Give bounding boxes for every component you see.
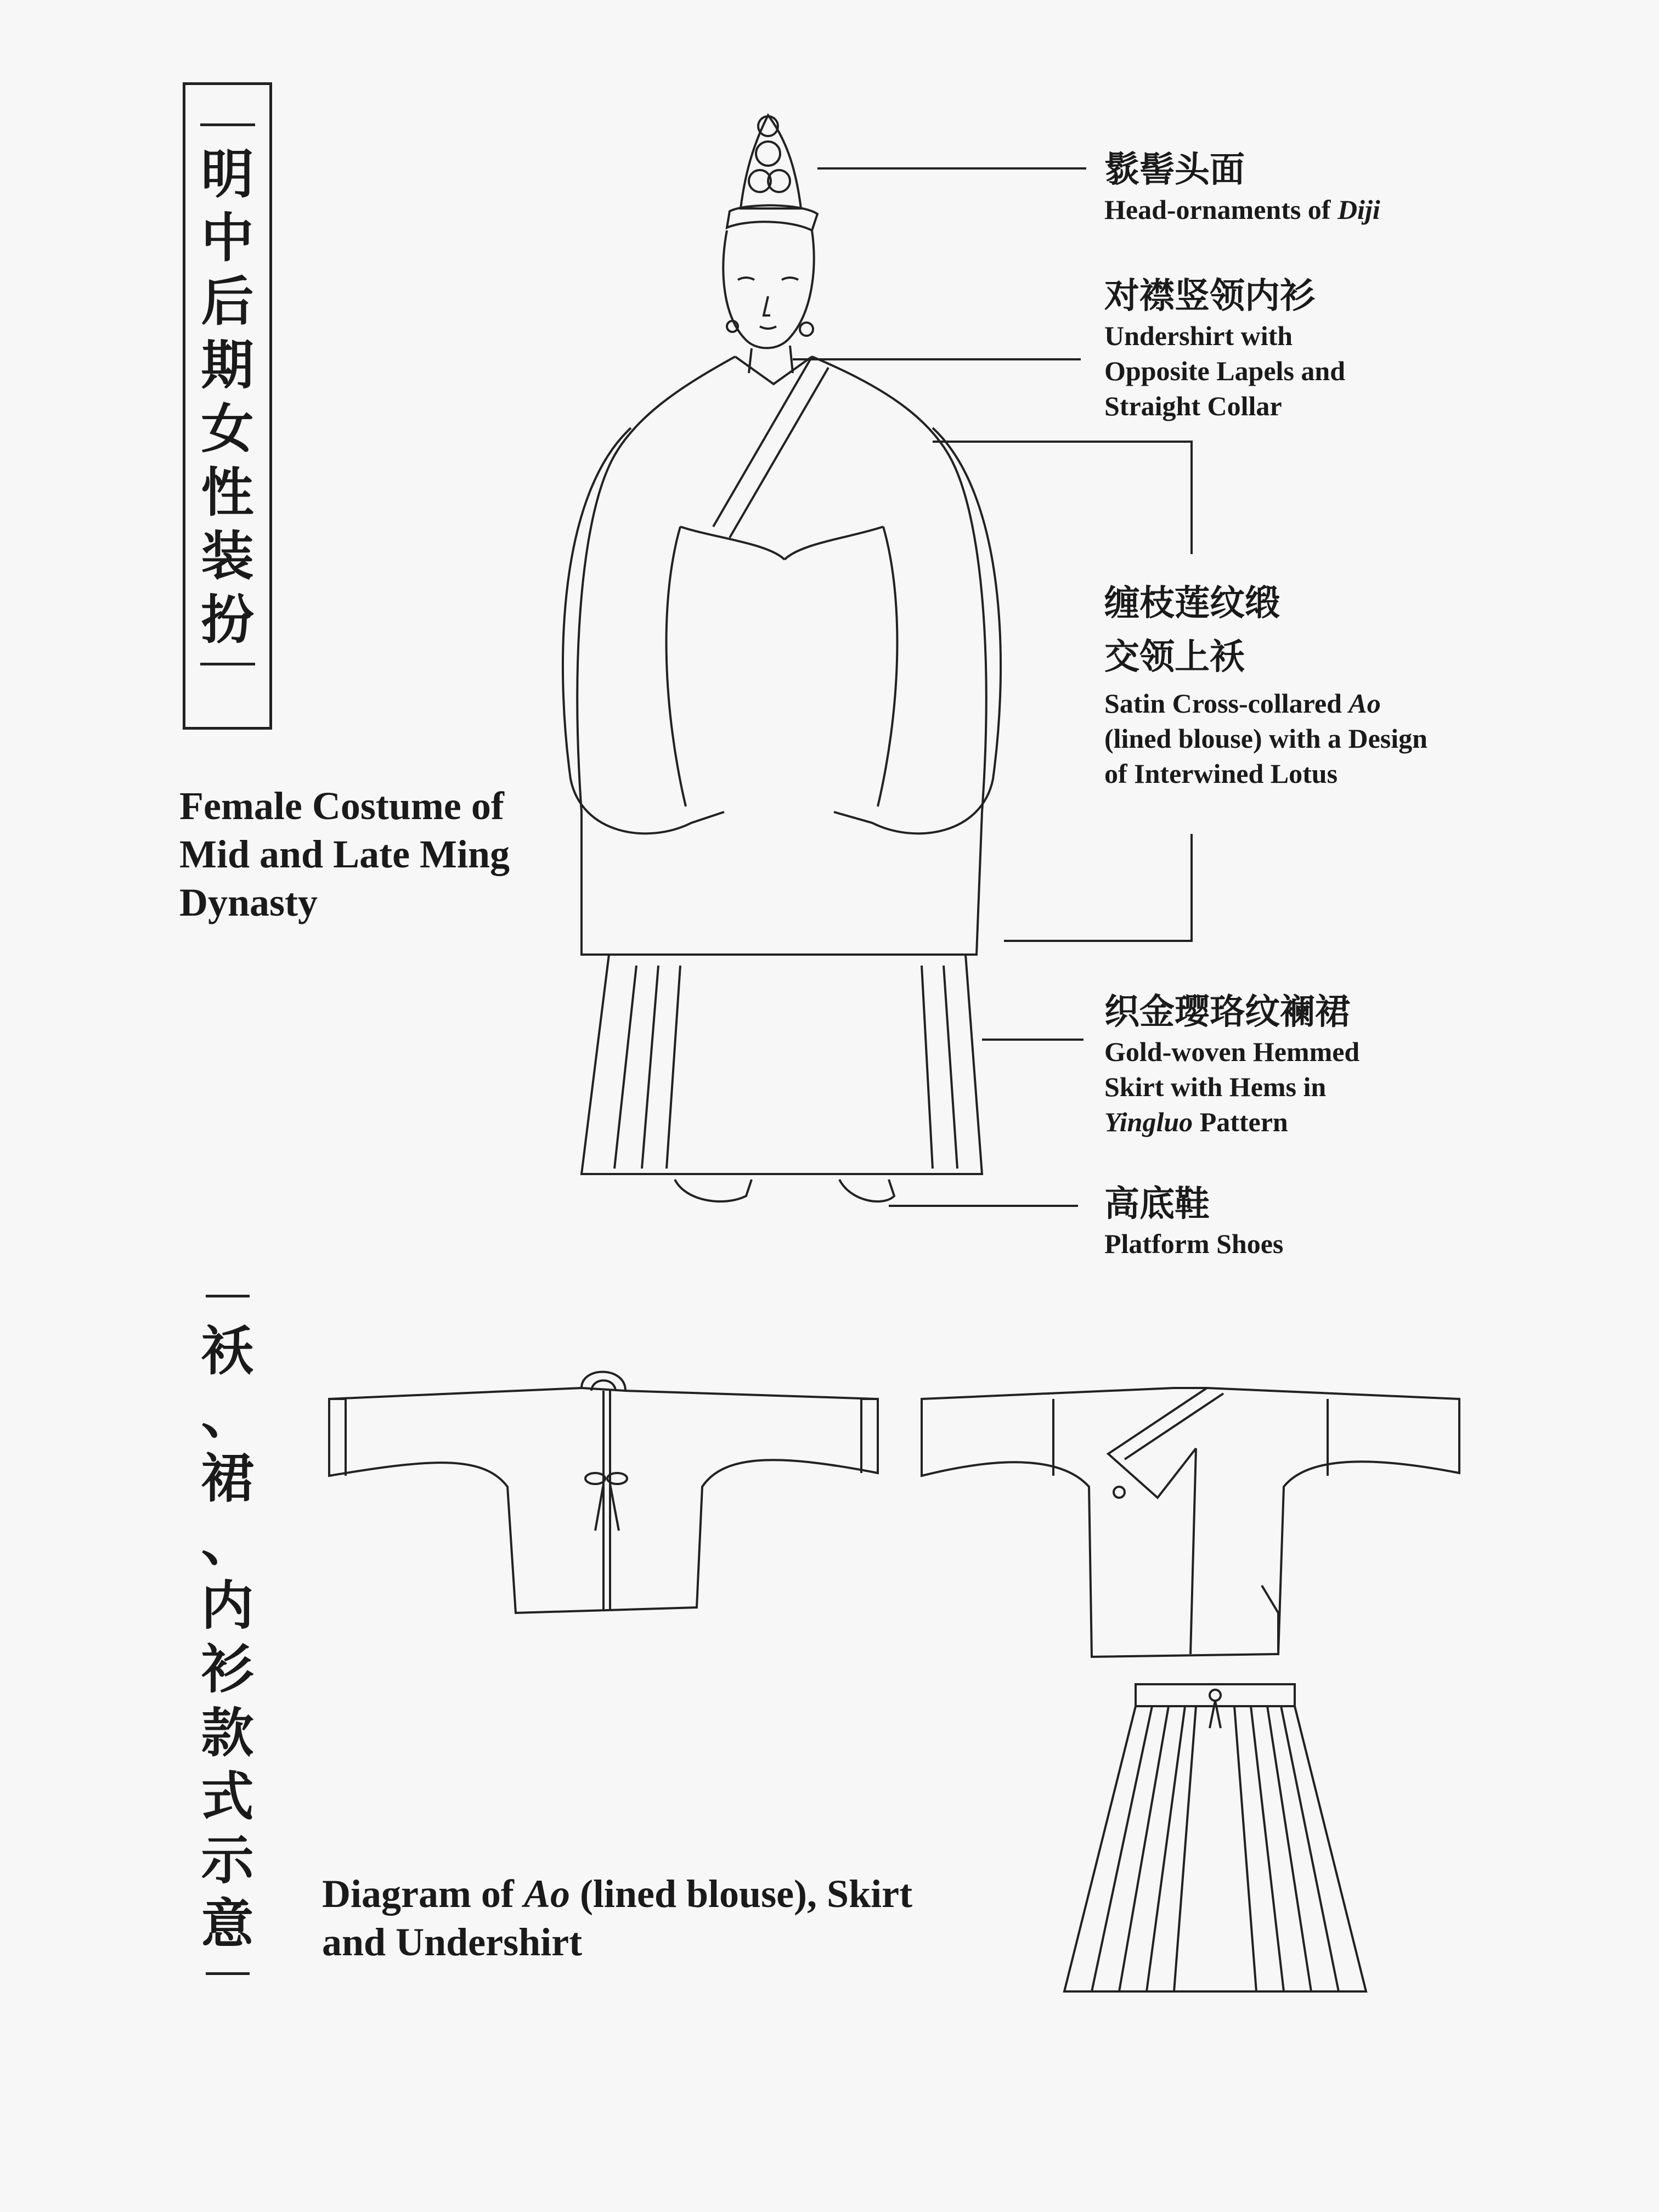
label-skirt-en2: Skirt with Hems in <box>1104 1071 1327 1102</box>
label-ao <box>1104 582 1427 791</box>
skirt-diagram <box>1064 1684 1366 1991</box>
bottom-title-char: 式 <box>201 1765 254 1827</box>
top-title-char: 女 <box>201 398 254 460</box>
label-skirt <box>1104 990 1359 1139</box>
woman-figure <box>563 115 1001 1201</box>
top-caption-line3: Dynasty <box>179 881 318 924</box>
label-skirt-en3: Yingluo Pattern <box>1104 1107 1288 1137</box>
label-ao-cn1: 缠枝莲纹缎 <box>1104 583 1280 624</box>
top-title-char: 性 <box>201 461 254 523</box>
bottom-title-char: 袄 <box>201 1320 254 1382</box>
bottom-caption-line1: Diagram of Ao (lined blouse), Skirt <box>322 1872 913 1916</box>
bottom-title-char: 意 <box>201 1893 254 1955</box>
bottom-title-char: 衫 <box>201 1638 254 1700</box>
top-title-char: 扮 <box>201 589 254 651</box>
label-shoes-cn: 高底鞋 <box>1104 1183 1210 1224</box>
label-shoes-en: Platform Shoes <box>1104 1228 1284 1259</box>
label-head <box>1104 148 1380 227</box>
label-undershirt-en1: Undershirt with <box>1104 320 1293 351</box>
top-title-char: 中 <box>201 207 254 269</box>
bottom-title-dash-top <box>206 1295 250 1297</box>
bottom-title-char: 、 <box>201 1511 254 1573</box>
label-ao-cn2: 交领上袄 <box>1104 636 1245 678</box>
top-caption-line1: Female Costume of <box>179 784 504 828</box>
label-undershirt-en2: Opposite Lapels and <box>1104 356 1346 386</box>
top-title-char: 装 <box>201 525 254 587</box>
label-ao-en2: (lined blouse) with a Design <box>1104 723 1427 754</box>
bottom-title-char: 款 <box>201 1702 254 1764</box>
top-caption-line2: Mid and Late Ming <box>179 832 510 876</box>
label-head-cn: 䯼髻头面 <box>1104 149 1245 190</box>
label-skirt-cn: 织金璎珞纹襕裙 <box>1104 991 1350 1032</box>
label-head-en: Head-ornaments of Diji <box>1104 194 1380 225</box>
bottom-caption <box>322 1870 912 1966</box>
label-undershirt <box>1104 274 1345 424</box>
top-title-char: 后 <box>201 270 254 332</box>
bottom-title-char: 示 <box>201 1829 254 1891</box>
label-ao-en1: Satin Cross-collared Ao <box>1104 688 1381 719</box>
label-shoes <box>1104 1182 1283 1261</box>
label-undershirt-cn: 对襟竖领内衫 <box>1104 275 1315 317</box>
top-title-char: 明 <box>201 143 254 205</box>
bottom-title-char: 内 <box>201 1575 254 1637</box>
ao-diagram <box>922 1388 1459 1657</box>
bottom-title-char: 、 <box>201 1384 254 1446</box>
undershirt-diagram <box>329 1372 878 1613</box>
label-skirt-en1: Gold-woven Hemmed <box>1104 1036 1360 1067</box>
bottom-title-char: 裙 <box>201 1447 254 1509</box>
label-ao-en3: of Interwined Lotus <box>1104 758 1338 789</box>
label-undershirt-en3: Straight Collar <box>1104 391 1282 421</box>
top-title-char: 期 <box>201 334 254 396</box>
bottom-caption-line2: and Undershirt <box>322 1920 583 1964</box>
